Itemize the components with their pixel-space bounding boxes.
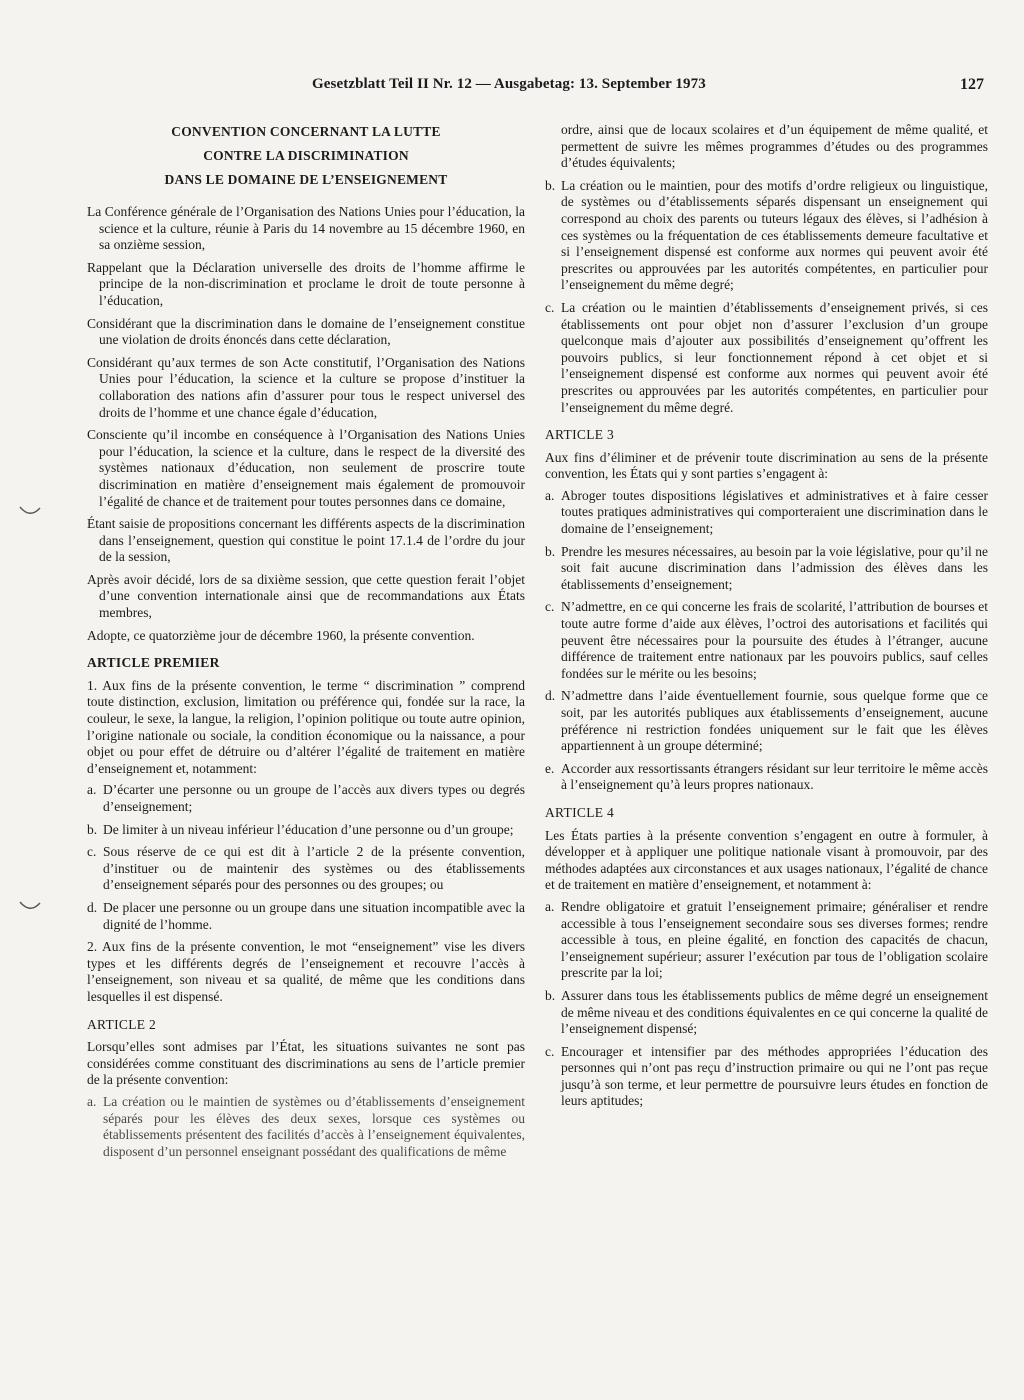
- article-4-intro: Les États parties à la présente convention s’engagent en outre à formuler, à développer et à appliquer une politique nationale visant à promouvoir, par des méthodes adaptées aux circonstances et aux usages nationaux, l’égalité de chance et de traitement en matière d’enseignement, et notamment à:: [545, 827, 988, 893]
- item-text: Assurer dans tous les établissements publics de même degré un enseignement de même niveau et des conditions équivalentes en ce qui concerne la qualité de l’enseignement dispensé;: [561, 987, 988, 1037]
- list-item: [545, 300, 988, 416]
- item-text: Sous réserve de ce qui est dit à l’article 2 de la présente convention, d’instituer ou de maintenir des systèmes ou des établissements d’enseignement séparés pour des personnes ou des groupes; ou: [103, 844, 525, 893]
- preamble-paragraph: Rappelant que la Déclaration universelle des droits de l’homme affirme le principe de la non-discrimination et proclame le droit de toute personne à l’éducation,: [87, 259, 525, 308]
- item-label: a.: [545, 487, 555, 503]
- list-item: [87, 822, 525, 839]
- gazette-title: Gesetzblatt Teil II Nr. 12 — Ausgabetag: 13. September 1973: [312, 76, 706, 92]
- item-text: De placer une personne ou un groupe dans une situation incompatible avec la dignité de l’homme.: [103, 899, 525, 932]
- item-label: a.: [87, 1093, 97, 1109]
- convention-title-line: DANS LE DOMAINE DE L’ENSEIGNEMENT: [164, 172, 448, 187]
- list-item: [87, 1094, 525, 1160]
- list-item: [87, 900, 525, 933]
- punch-hole-mark: [18, 900, 42, 912]
- list-item: [545, 488, 988, 538]
- item-label: d.: [87, 899, 98, 915]
- right-column: [545, 122, 988, 1116]
- list-item: [87, 844, 525, 894]
- item-label: e.: [545, 760, 555, 776]
- convention-title-line: CONTRE LA DISCRIMINATION: [203, 148, 409, 163]
- item-text: D’écarter une personne ou un groupe de l’accès aux divers types ou degrés d’enseignement;: [103, 782, 525, 814]
- item-text: La création ou le maintien, pour des motifs d’ordre religieux ou linguistique, de systèmes ou d’établissements séparés dispensant un enseignement qui correspond au choix des parents ou tuteurs légaux des élèves, si l’adhésion à ces systèmes ou la fréquentation de ces établissements demeure facultative et si l’enseignement dispensé est conforme aux normes qui peuvent avoir été prescrites ou approuvées par les autorités compétentes, en particulier pour l’enseignement du même degré;: [561, 177, 988, 293]
- list-item: [545, 544, 988, 594]
- item-label: a.: [87, 782, 97, 798]
- preamble-paragraph: Après avoir décidé, lors de sa dixième session, que cette question ferait l’objet d’une convention internationale ainsi que de recommandations aux États membres,: [87, 571, 525, 621]
- item-text: N’admettre dans l’aide éventuellement fournie, sous quelque forme que ce soit, par les autorités publiques aux établissements d’enseignement, aucune préférence ni restriction fondées uniquement sur le fait que les élèves appartiennent à un groupe déterminé;: [561, 688, 988, 754]
- item-text: N’admettre, en ce qui concerne les frais de scolarité, l’attribution de bourses et toute autre forme d’aide aux élèves, l’octroi des autorisations et facilités qui peuvent être nécessaires pour la poursuite des études à l’étranger, aucune différence de traitement entre nationaux par les pouvoirs publics, sauf celles fondées sur le mérite ou les besoins;: [561, 599, 988, 681]
- page-header: [300, 76, 990, 100]
- item-label: b.: [545, 543, 556, 559]
- item-label: c.: [545, 1043, 555, 1059]
- item-label: a.: [545, 898, 555, 914]
- item-text: De limiter à un niveau inférieur l’éducation d’une personne ou d’un groupe;: [103, 821, 514, 837]
- item-text: Prendre les mesures nécessaires, au besoin par la voie législative, pour qu’il ne soit fait aucune discrimination dans l’admission des élèves dans les établissements d’enseignement;: [561, 543, 988, 592]
- article-4-heading: ARTICLE 4: [545, 804, 615, 820]
- item-continuation: ordre, ainsi que de locaux scolaires et d’un équipement de même qualité, et permettent de suivre les mêmes programmes d’études ou des programmes d’études équivalents;: [561, 122, 988, 171]
- article-1-paragraph-1: 1. Aux fins de la présente convention, le terme “ discrimination ” comprend toute distinction, exclusion, limitation ou préférence qui, fondée sur la race, la couleur, le sexe, la langue, la religion, l’opinion politique ou toute autre opinion, l’origine nationale ou sociale, la condition économique ou la naissance, a pour objet ou pour effet de détruire ou d’altérer l’égalité de traitement en matière d’enseignement et, notamment:: [87, 677, 525, 776]
- preamble-paragraph: Étant saisie de propositions concernant les différents aspects de la discrimination dans l’enseignement, question qui constitue le point 17.1.4 de l’ordre du jour de la session,: [87, 516, 525, 565]
- preamble-paragraph: Considérant que la discrimination dans le domaine de l’enseignement constitue une violation de droits énoncés dans cette déclaration,: [87, 315, 525, 348]
- item-label: d.: [545, 688, 556, 704]
- list-item: [545, 599, 988, 682]
- list-item: [545, 899, 988, 982]
- list-item: [545, 761, 988, 794]
- punch-hole-mark: [18, 505, 42, 517]
- item-label: b.: [545, 177, 556, 193]
- preamble-paragraph: La Conférence générale de l’Organisation des Nations Unies pour l’éducation, la science et la culture, réunie à Paris du 14 novembre au 15 décembre 1960, en sa onzième session,: [87, 204, 525, 253]
- item-text: Encourager et intensifier par des méthodes appropriées l’éducation des personnes qui n’ont pas reçu d’instruction primaire ou qui ne l’ont pas reçue jusqu’à son terme, et leur permettre de poursuivre leurs études en fonction de leurs aptitudes;: [561, 1043, 988, 1109]
- item-label: b.: [545, 987, 556, 1003]
- list-item: [545, 988, 988, 1038]
- article-3-intro: Aux fins d’éliminer et de prévenir toute discrimination au sens de la présente convention, les États qui y sont parties s’engagent à:: [545, 449, 988, 482]
- preamble-paragraph: Considérant qu’aux termes de son Acte constitutif, l’Organisation des Nations Unies pour l’éducation, la science et la culture se propose d’instituer la collaboration des nations afin d’assurer pour tous le respect universel des droits de l’homme et une chance égale d’éducation,: [87, 354, 525, 420]
- article-1-heading: ARTICLE PREMIER: [87, 655, 220, 671]
- list-item: [545, 178, 988, 294]
- preamble-paragraph: Consciente qu’il incombe en conséquence à l’Organisation des Nations Unies pour l’éducation, la science et la culture, dans le respect de la diversité des systèmes nationaux d’éducation, non seulement de proscrire toute discrimination en matière d’enseignement mais également de promouvoir l’égalité de chance et de traitement pour toutes personnes dans ce domaine,: [87, 427, 525, 509]
- article-3-heading: ARTICLE 3: [545, 427, 615, 443]
- item-label: c.: [87, 844, 97, 860]
- item-text: Rendre obligatoire et gratuit l’enseignement primaire; généraliser et rendre accessible à tous l’enseignement secondaire sous ses diverses formes; rendre accessible à tous, en pleine égalité, en fonction des capacités de chacun, l’enseignement supérieur; assurer l’exécution par tous de l’obligation scolaire prescrite par la loi;: [561, 898, 988, 981]
- list-item: [87, 782, 525, 815]
- item-label: c.: [545, 599, 555, 615]
- article-2-heading: ARTICLE 2: [87, 1016, 157, 1032]
- item-text: Abroger toutes dispositions législatives et administratives et à faire cesser toutes pratiques administratives qui comporteraient une discrimination dans le domaine de l’enseignement;: [561, 487, 988, 537]
- convention-title-line: CONVENTION CONCERNANT LA LUTTE: [171, 124, 441, 139]
- item-text: La création ou le maintien d’établissements d’enseignement privés, si ces établissements ont pour objet non d’assurer l’exclusion d’un groupe quelconque mais d’ajouter aux possibilités d’enseignement qu’offrent les pouvoirs publics, si leur fonctionnement répond à cet objet et si l’enseignement dispensé est conforme aux normes qui peuvent avoir été prescrites ou approuvées par les autorités compétentes, en particulier pour l’enseignement du même degré.: [561, 299, 988, 415]
- preamble-paragraph: Adopte, ce quatorzième jour de décembre 1960, la présente convention.: [87, 627, 475, 643]
- convention-title: [87, 120, 525, 192]
- item-text: Accorder aux ressortissants étrangers résidant sur leur territoire le même accès à l’enseignement qu’à leurs propres nationaux.: [561, 760, 988, 793]
- list-item: [545, 1044, 988, 1110]
- item-label: b.: [87, 821, 98, 837]
- item-label: c.: [545, 299, 555, 315]
- article-1-paragraph-2: 2. Aux fins de la présente convention, le mot “enseignement” vise les divers types et les différents degrés de l’enseignement et recouvre l’accès à l’enseignement, son niveau et sa qualité, de même que les conditions dans lesquelles il est dispensé.: [87, 939, 525, 1004]
- article-2-intro: Lorsqu’elles sont admises par l’État, les situations suivantes ne sont pas considérées comme constituant des discriminations au sens de l’article premier de la présente convention:: [87, 1039, 525, 1088]
- list-item: [545, 688, 988, 754]
- left-column: [87, 120, 525, 1166]
- item-text: La création ou le maintien de systèmes ou d’établissements d’enseignement séparés pour les élèves des deux sexes, lorsque ces systèmes ou établissements présentent des facilités d’accès à l’enseignement équivalentes, disposent d’un personnel enseignant possédant des qualifications de même: [103, 1093, 525, 1159]
- page-number: 127: [960, 76, 984, 93]
